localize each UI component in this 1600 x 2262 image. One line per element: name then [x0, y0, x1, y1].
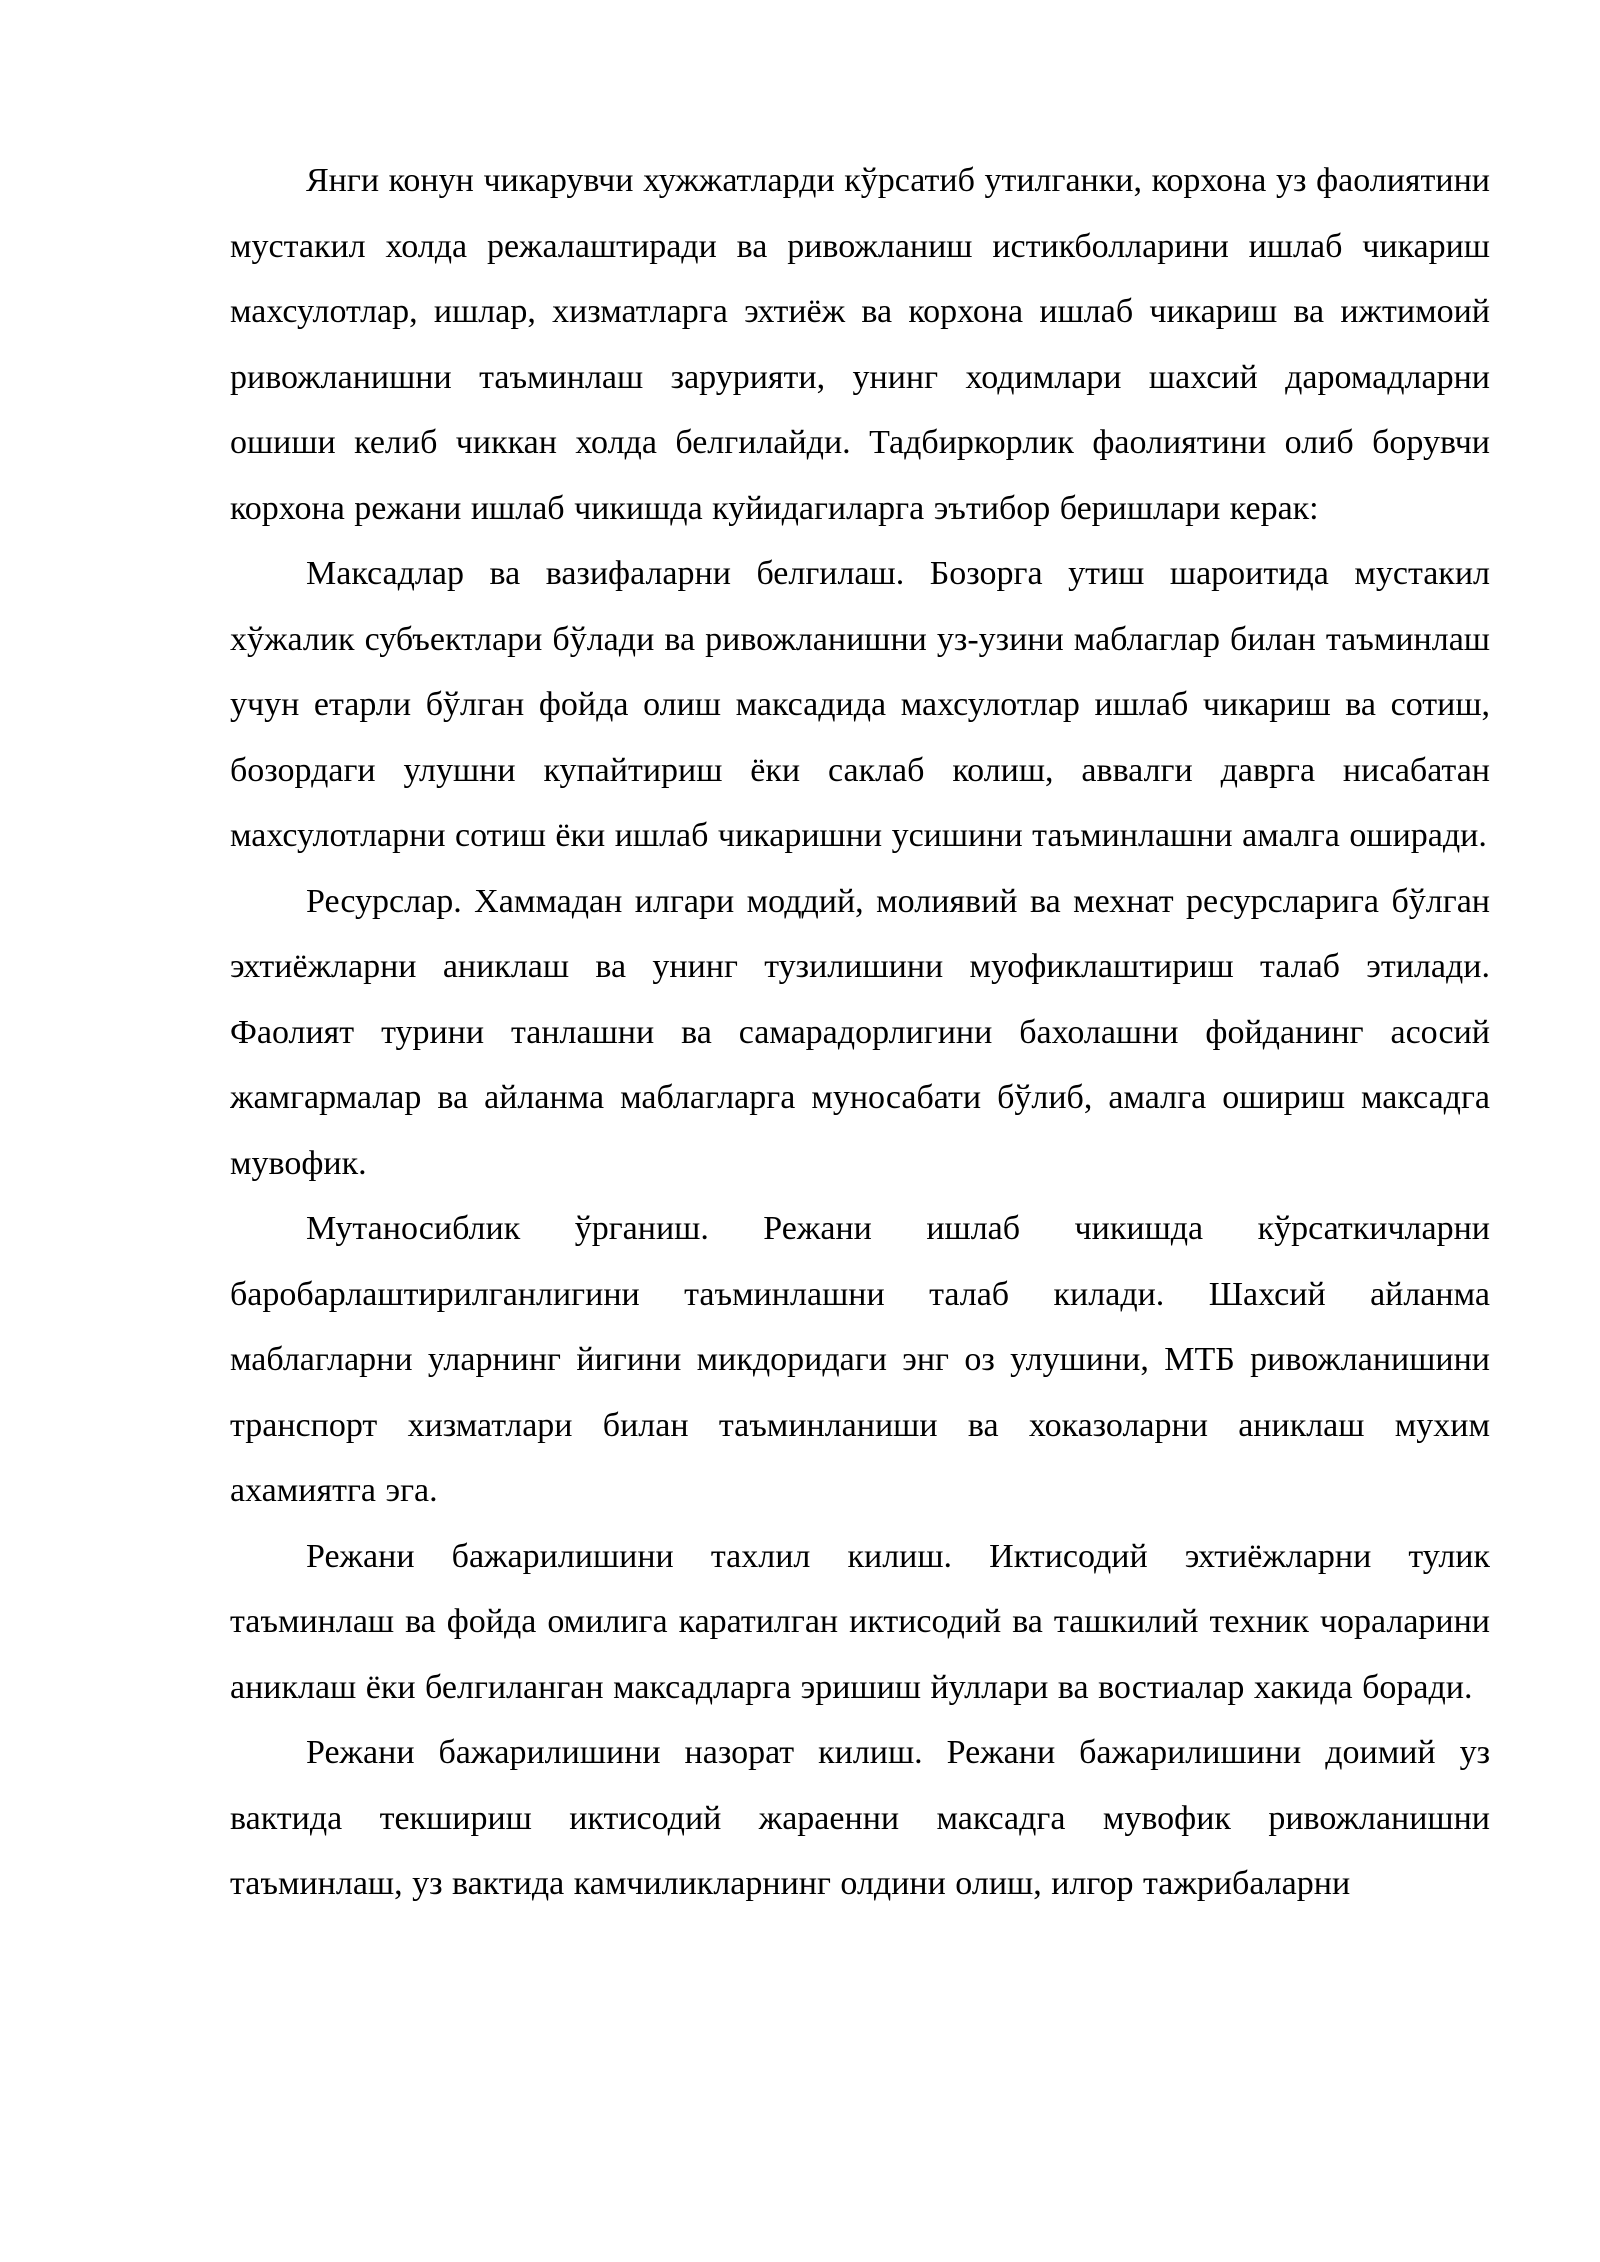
paragraph-5: Режани бажарилишини тахлил килиш. Иктисодий эхтиёжларни тулик таъминлаш ва фойда омилига каратилган иктисодий ва ташкилий техник чораларини аниклаш ёки белгиланган максадларга эришиш йуллари ва востиалар хакида боради.: [230, 1537, 1490, 1706]
paragraph-3: Ресурслар. Хаммадан илгари моддий, молиявий ва мехнат ресурсларига бўлган эхтиёжларни аниклаш ва унинг тузилишини муофиклаштириш талаб этилади. Фаолият турини танлашни ва самарадорлигини бахолашни фойданинг асосий жамгармалар ва айланма маблагларга муносабати бўлиб, амалга ошириш максадга мувофик.: [230, 882, 1490, 1182]
paragraph-2: Максадлар ва вазифаларни белгилаш. Бозорга утиш шароитида мустакил хўжалик субъектлари бўлади ва ривожланишни уз-узини маблаглар билан таъминлаш учун етарли бўлган фойда олиш максадида махсулотлар ишлаб чикариш ва сотиш, бозордаги улушни купайтириш ёки саклаб колиш, аввалги даврга нисабатан махсулотларни сотиш ёки ишлаб чикаришни усишини таъминлашни амалга оширади.: [230, 555, 1490, 854]
paragraph-4: Мутаносиблик ўрганиш. Режани ишлаб чикишда кўрсаткичларни баробарлаштирилганлигини таъминлашни талаб килади. Шахсий айланма маблагларни уларнинг йигини микдоридаги энг оз улушини, МТБ ривожланишини транспорт хизматлари билан таъминланиши ва хоказоларни аниклаш мухим ахамиятга эга.: [230, 1210, 1490, 1509]
paragraph-1: Янги конун чикарувчи хужжатларди кўрсатиб утилганки, корхона уз фаолиятини мустакил холда режалаштиради ва ривожланиш истикболларини ишлаб чикариш махсулотлар, ишлар, хизматларга эхтиёж ва корхона ишлаб чикариш ва ижтимоий ривожланишни таъминлаш зарурияти, унинг ходимлари шахсий даромадларни ошиши келиб чиккан холда белгилайди. Тадбиркорлик фаолиятини олиб борувчи корхона режани ишлаб чикишда куйидагиларга эътибор беришлари керак:: [230, 162, 1490, 527]
document-page: [230, 148, 1490, 2188]
paragraph-6: Режани бажарилишини назорат килиш. Режани бажарилишини доимий уз вактида текшириш иктисодий жараенни максадга мувофик ривожланишни таъминлаш, уз вактида камчиликларнинг олдини олиш, илгор тажрибаларни: [230, 1734, 1490, 1902]
